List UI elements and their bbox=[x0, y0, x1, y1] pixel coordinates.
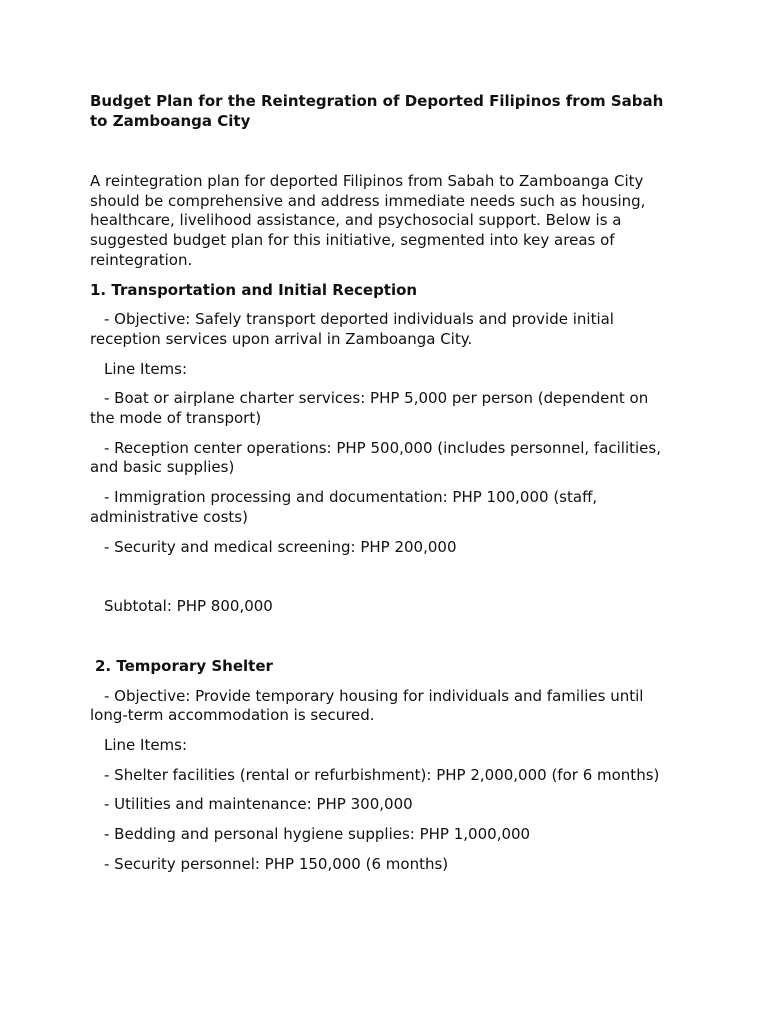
section-heading-temporary-shelter: 2. Temporary Shelter bbox=[95, 656, 273, 675]
intro-paragraph: A reintegration plan for deported Filipinos from Sabah to Zamboanga City should be comprehensive and address immediate needs such as housing, healthcare, livelihood assistance, and psychosocial support. Below is a suggested budget plan for this initiative, segmented into key areas of reintegration. bbox=[90, 172, 646, 269]
line-item: - Security and medical screening: PHP 200,000 bbox=[104, 537, 457, 556]
document-title: Budget Plan for the Reintegration of Deported Filipinos from Sabah to Zamboanga City bbox=[90, 92, 664, 130]
document-page bbox=[90, 91, 675, 875]
line-item: - Reception center operations: PHP 500,000 (includes personnel, facilities, and basic supplies) bbox=[90, 438, 661, 477]
section-objective: - Objective: Safely transport deported individuals and provide initial reception services upon arrival in Zamboanga City. bbox=[90, 310, 614, 348]
line-item: - Bedding and personal hygiene supplies: PHP 1,000,000 bbox=[104, 825, 531, 844]
section-subtotal: Subtotal: PHP 800,000 bbox=[104, 597, 273, 616]
section-objective: - Objective: Provide temporary housing for individuals and families until long-term accommodation is secured. bbox=[90, 686, 644, 725]
line-item: - Utilities and maintenance: PHP 300,000 bbox=[104, 795, 413, 814]
line-items-label: Line Items: bbox=[104, 736, 188, 755]
section-heading-transportation: 1. Transportation and Initial Reception bbox=[90, 280, 418, 299]
line-item: - Security personnel: PHP 150,000 (6 months) bbox=[104, 854, 449, 873]
line-item: - Shelter facilities (rental or refurbishment): PHP 2,000,000 (for 6 months) bbox=[104, 765, 660, 784]
line-item: - Boat or airplane charter services: PHP 5,000 per person (dependent on the mode of transport) bbox=[90, 389, 649, 428]
line-items-label: Line Items: bbox=[104, 359, 188, 378]
line-item: - Immigration processing and documentation: PHP 100,000 (staff, administrative costs) bbox=[90, 488, 598, 526]
